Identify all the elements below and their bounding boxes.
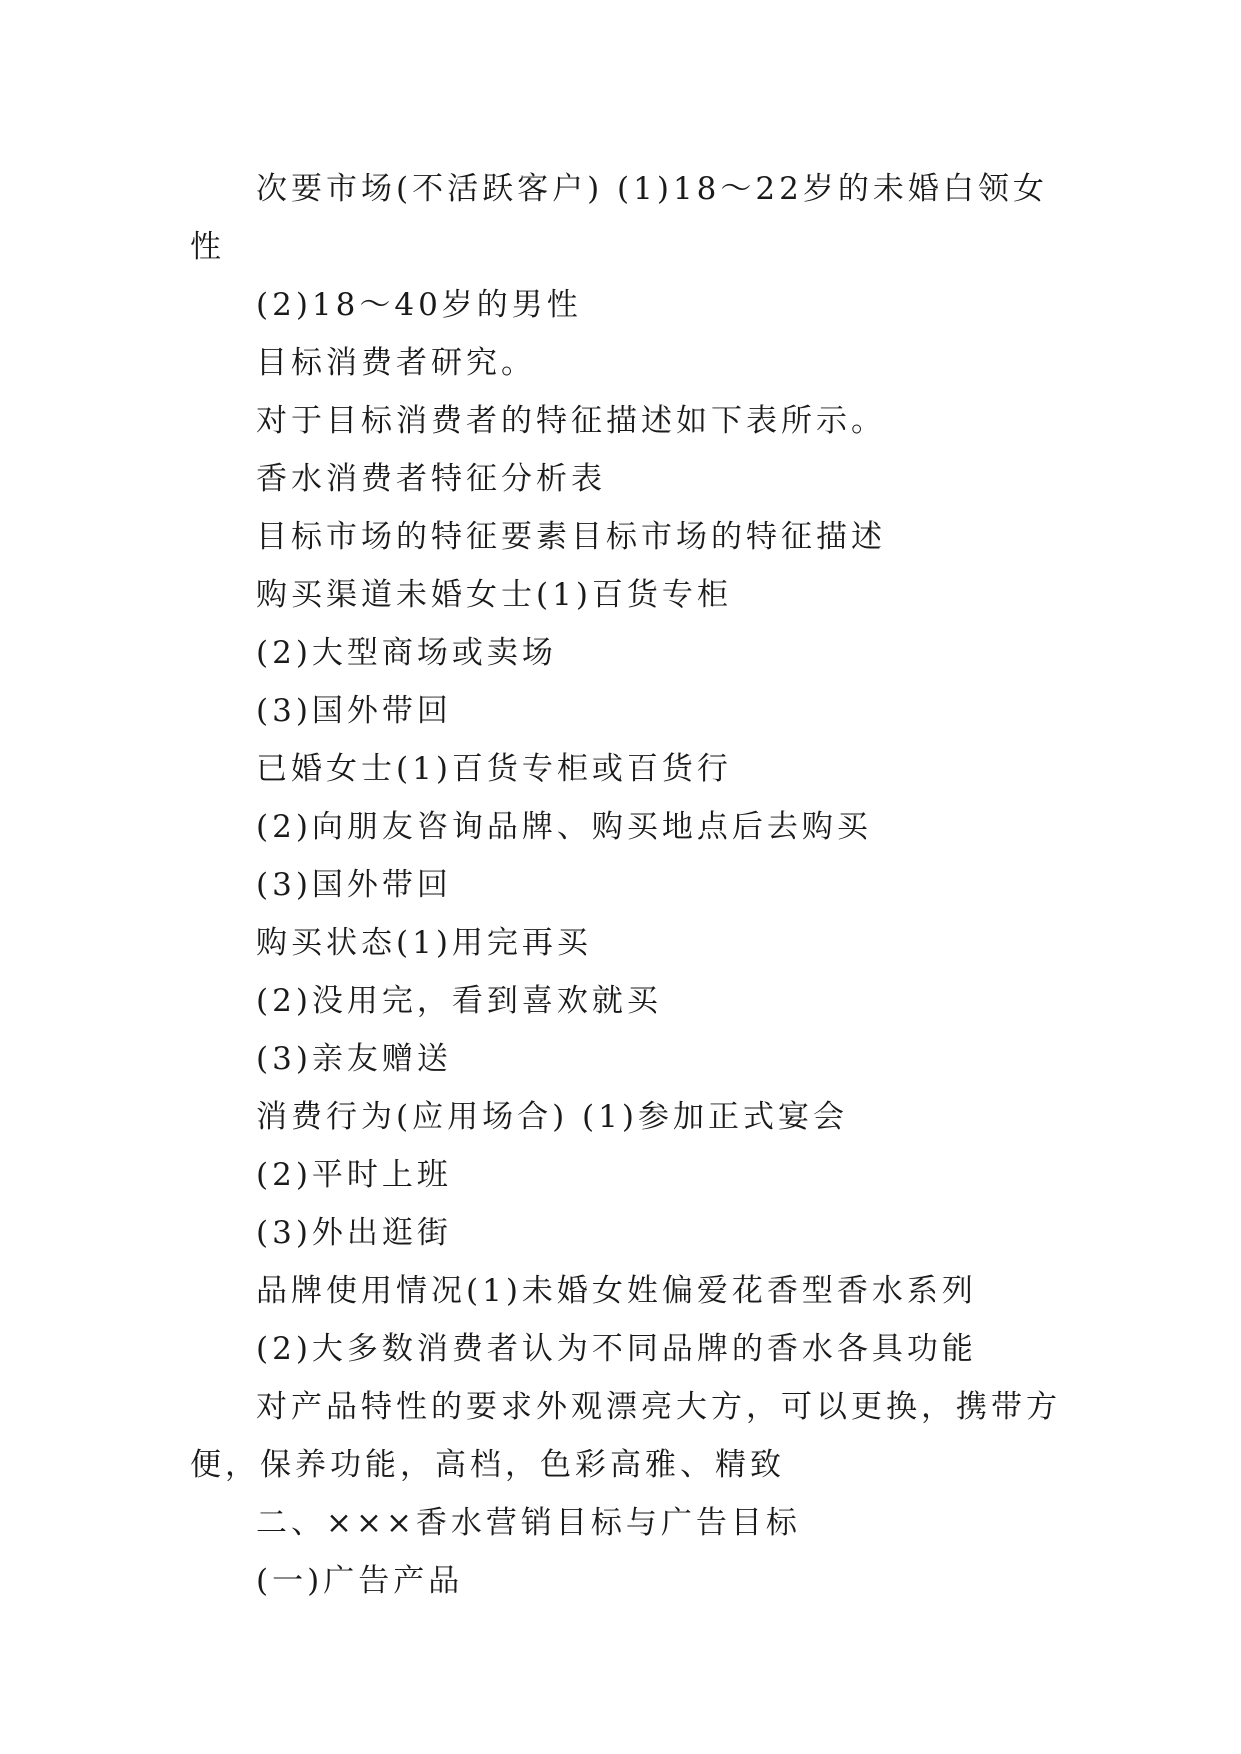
section-heading-marketing-goals: 二、×××香水营销目标与广告目标: [256, 1505, 801, 1541]
paragraph-purchase-status-3: (3)亲友赠送: [256, 1041, 452, 1077]
paragraph-table-title: 香水消费者特征分析表: [256, 461, 606, 497]
document-body: [190, 160, 1070, 1610]
paragraph-brand-usage-2: (2)大多数消费者认为不同品牌的香水各具功能: [256, 1331, 977, 1367]
paragraph-table-header: 目标市场的特征要素目标市场的特征描述: [256, 519, 886, 555]
paragraph-purchase-status-1: 购买状态(1)用完再买: [256, 925, 592, 961]
paragraph-table-intro: 对于目标消费者的特征描述如下表所示。: [256, 403, 886, 439]
paragraph-secondary-market: 次要市场(不活跃客户) (1)18～22岁的未婚白领女性: [190, 171, 1048, 265]
paragraph-product-requirements: 对产品特性的要求外观漂亮大方，可以更换，携带方便，保养功能，高档，色彩高雅、精致: [190, 1389, 1061, 1483]
paragraph-channel-unmarried-2: (2)大型商场或卖场: [256, 635, 557, 671]
paragraph-brand-usage-1: 品牌使用情况(1)未婚女姓偏爱花香型香水系列: [256, 1273, 977, 1309]
paragraph-channel-married-3: (3)国外带回: [256, 867, 452, 903]
paragraph-channel-married-2: (2)向朋友咨询品牌、购买地点后去购买: [256, 809, 872, 845]
paragraph-consumption-2: (2)平时上班: [256, 1157, 452, 1193]
paragraph-channel-unmarried-1: 购买渠道未婚女士(1)百货专柜: [256, 577, 732, 613]
paragraph-consumption-1: 消费行为(应用场合) (1)参加正式宴会: [256, 1099, 848, 1135]
paragraph-purchase-status-2: (2)没用完，看到喜欢就买: [256, 983, 662, 1019]
paragraph-consumption-3: (3)外出逛街: [256, 1215, 452, 1251]
subsection-heading-ad-product: (一)广告产品: [256, 1563, 464, 1599]
paragraph-target-research: 目标消费者研究。: [256, 345, 536, 381]
paragraph-male-segment: (2)18～40岁的男性: [256, 287, 582, 323]
paragraph-channel-unmarried-3: (3)国外带回: [256, 693, 452, 729]
paragraph-channel-married-1: 已婚女士(1)百货专柜或百货行: [256, 751, 732, 787]
